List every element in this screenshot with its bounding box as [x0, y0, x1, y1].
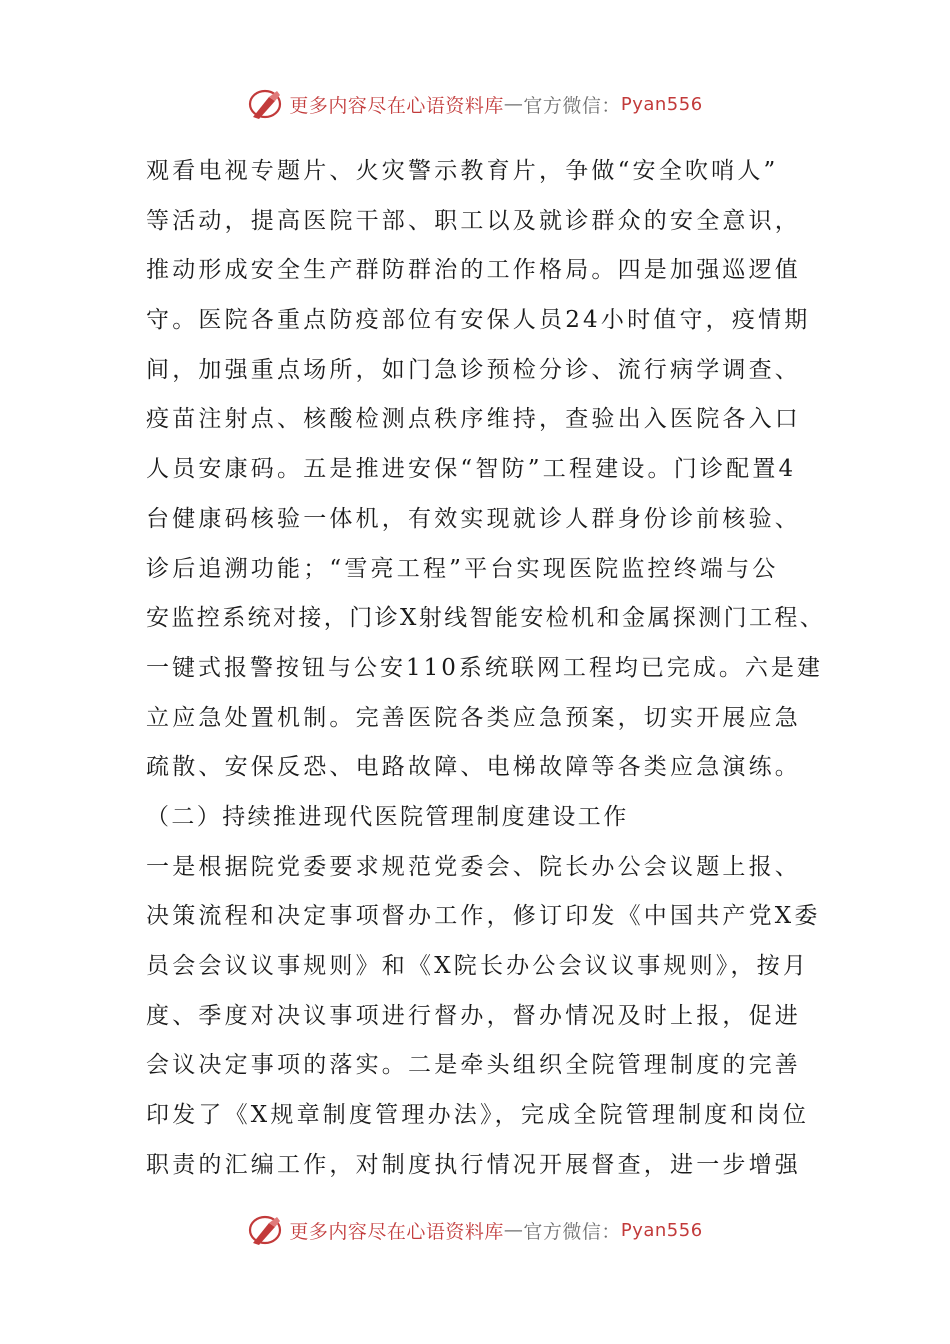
text-line: 疏散、安保反恐、电路故障、电梯故障等各类应急演练。	[146, 754, 801, 781]
header-dash: —	[503, 93, 524, 115]
text-line: 度、季度对决议事项进行督办，督办情况及时上报，促进	[146, 1002, 801, 1029]
pen-nib-logo-icon	[247, 87, 285, 121]
text-line: 间，加强重点场所，如门急诊预检分诊、流行病学调查、	[146, 356, 801, 383]
text-line: 印发了《X规章制度管理办法》，完成全院管理制度和岗位	[146, 1102, 810, 1129]
text-line: 安监控系统对接，门诊X射线智能安检机和金属探测门工程、	[146, 605, 826, 632]
document-body	[146, 147, 826, 1190]
text-line: 会议决定事项的落实。二是牵头组织全院管理制度的完善	[146, 1052, 801, 1079]
text-line: 职责的汇编工作，对制度执行情况开展督查，进一步增强	[146, 1151, 801, 1178]
text-line: 诊后追溯功能；“雪亮工程”平台实现医院监控终端与公	[146, 555, 779, 582]
text-line: 疫苗注射点、核酸检测点秩序维持，查验出入医院各入口	[146, 406, 801, 433]
footer-dash: —	[503, 1219, 524, 1241]
footer-wechat-id: Pyan556	[620, 1219, 703, 1241]
text-line: 台健康码核验一体机，有效实现就诊人群身份诊前核验、	[146, 505, 801, 532]
text-line: 决策流程和决定事项督办工作，修订印发《中国共产党X委	[146, 903, 821, 930]
text-line: 守。医院各重点防疫部位有安保人员24小时值守，疫情期	[146, 307, 811, 334]
text-line: 推动形成安全生产群防群治的工作格局。四是加强巡逻值	[146, 257, 801, 284]
text-line: 立应急处置机制。完善医院各类应急预案，切实开展应急	[146, 704, 801, 731]
footer-banner	[0, 1210, 950, 1250]
text-line: 观看电视专题片、火灾警示教育片，争做“安全吹哨人”	[146, 158, 779, 184]
header-wechat-id: Pyan556	[620, 93, 703, 115]
header-banner	[0, 84, 950, 124]
text-line: 一是根据院党委要求规范党委会、院长办公会议题上报、	[146, 853, 801, 880]
text-line: 一键式报警按钮与公安110系统联网工程均已完成。六是建	[146, 654, 823, 681]
footer-wechat-label: 官方微信：	[523, 1220, 621, 1243]
text-line: 等活动，提高医院干部、职工以及就诊群众的安全意识，	[146, 207, 801, 234]
header-wechat-label: 官方微信：	[523, 94, 621, 117]
header-site-name: 更多内容尽在心语资料库	[289, 94, 504, 117]
section-heading: （二）持续推进现代医院管理制度建设工作	[146, 803, 629, 830]
text-line: 人员安康码。五是推进安保“智防”工程建设。门诊配置4	[146, 456, 797, 483]
footer-site-name: 更多内容尽在心语资料库	[289, 1220, 504, 1243]
text-line: 员会会议议事规则》和《X院长办公会议议事规则》，按月	[146, 953, 810, 979]
pen-nib-logo-icon	[247, 1213, 285, 1247]
